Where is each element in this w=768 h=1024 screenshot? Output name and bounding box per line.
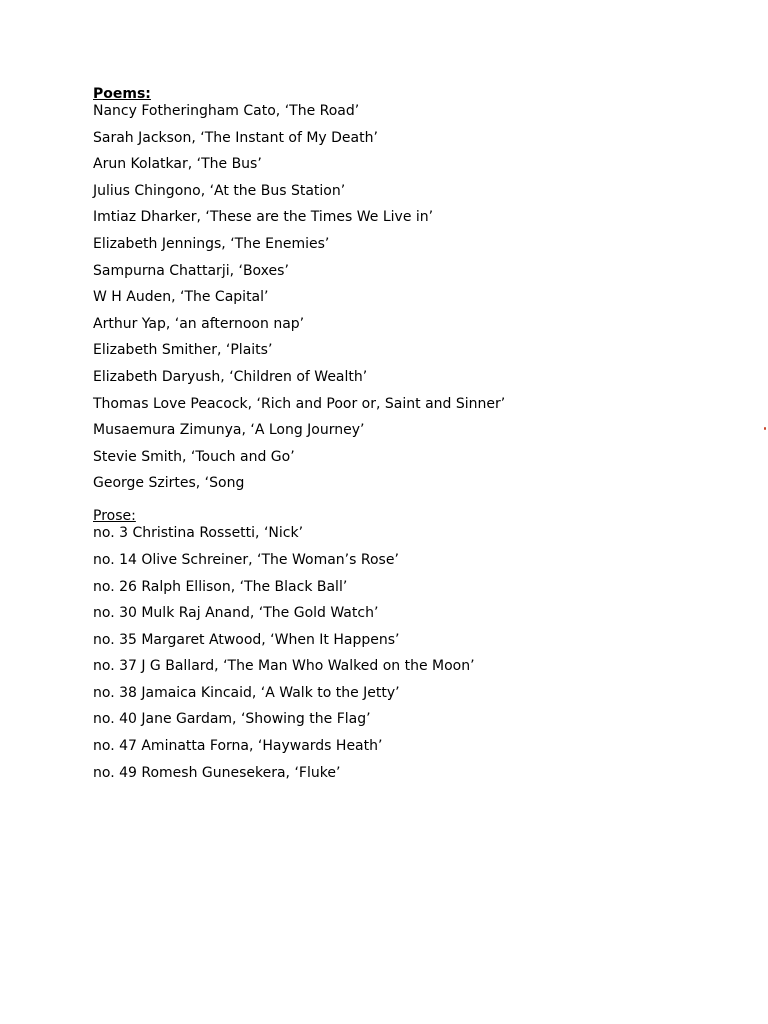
poem-item: Arthur Yap, ‘an afternoon nap’ bbox=[93, 315, 305, 332]
poem-item: George Szirtes, ‘Song bbox=[93, 475, 245, 492]
stray-mark bbox=[764, 427, 766, 430]
poem-item: Elizabeth Jennings, ‘The Enemies’ bbox=[93, 235, 330, 252]
prose-item: no. 38 Jamaica Kincaid, ‘A Walk to the Jetty’ bbox=[93, 684, 400, 701]
prose-item: no. 26 Ralph Ellison, ‘The Black Ball’ bbox=[93, 578, 348, 595]
document-content bbox=[93, 86, 733, 782]
prose-item: no. 49 Romesh Gunesekera, ‘Fluke’ bbox=[93, 764, 341, 781]
poems-list bbox=[93, 103, 733, 492]
poems-heading: Poems: bbox=[93, 86, 151, 102]
poem-item: Musaemura Zimunya, ‘A Long Journey’ bbox=[93, 422, 365, 439]
poem-item: Arun Kolatkar, ‘The Bus’ bbox=[93, 156, 262, 173]
prose-list bbox=[93, 525, 733, 781]
poem-item: Sarah Jackson, ‘The Instant of My Death’ bbox=[93, 129, 378, 146]
prose-item: no. 47 Aminatta Forna, ‘Haywards Heath’ bbox=[93, 738, 383, 755]
poem-item: W H Auden, ‘The Capital’ bbox=[93, 289, 269, 306]
prose-heading: Prose: bbox=[93, 508, 136, 525]
poem-item: Stevie Smith, ‘Touch and Go’ bbox=[93, 448, 295, 465]
poem-item: Sampurna Chattarji, ‘Boxes’ bbox=[93, 262, 289, 279]
poem-item: Elizabeth Daryush, ‘Children of Wealth’ bbox=[93, 368, 368, 385]
poem-item: Elizabeth Smither, ‘Plaits’ bbox=[93, 342, 273, 359]
prose-item: no. 30 Mulk Raj Anand, ‘The Gold Watch’ bbox=[93, 605, 379, 622]
prose-item: no. 35 Margaret Atwood, ‘When It Happens’ bbox=[93, 631, 400, 648]
prose-item: no. 14 Olive Schreiner, ‘The Woman’s Rose’ bbox=[93, 551, 399, 568]
poem-item: Julius Chingono, ‘At the Bus Station’ bbox=[93, 182, 346, 199]
prose-item: no. 40 Jane Gardam, ‘Showing the Flag’ bbox=[93, 711, 371, 728]
poem-item: Thomas Love Peacock, ‘Rich and Poor or, Saint and Sinner’ bbox=[93, 395, 506, 412]
prose-item: no. 3 Christina Rossetti, ‘Nick’ bbox=[93, 525, 304, 542]
poem-item: Imtiaz Dharker, ‘These are the Times We Live in’ bbox=[93, 209, 434, 226]
prose-item: no. 37 J G Ballard, ‘The Man Who Walked on the Moon’ bbox=[93, 658, 475, 675]
poem-item: Nancy Fotheringham Cato, ‘The Road’ bbox=[93, 103, 360, 119]
